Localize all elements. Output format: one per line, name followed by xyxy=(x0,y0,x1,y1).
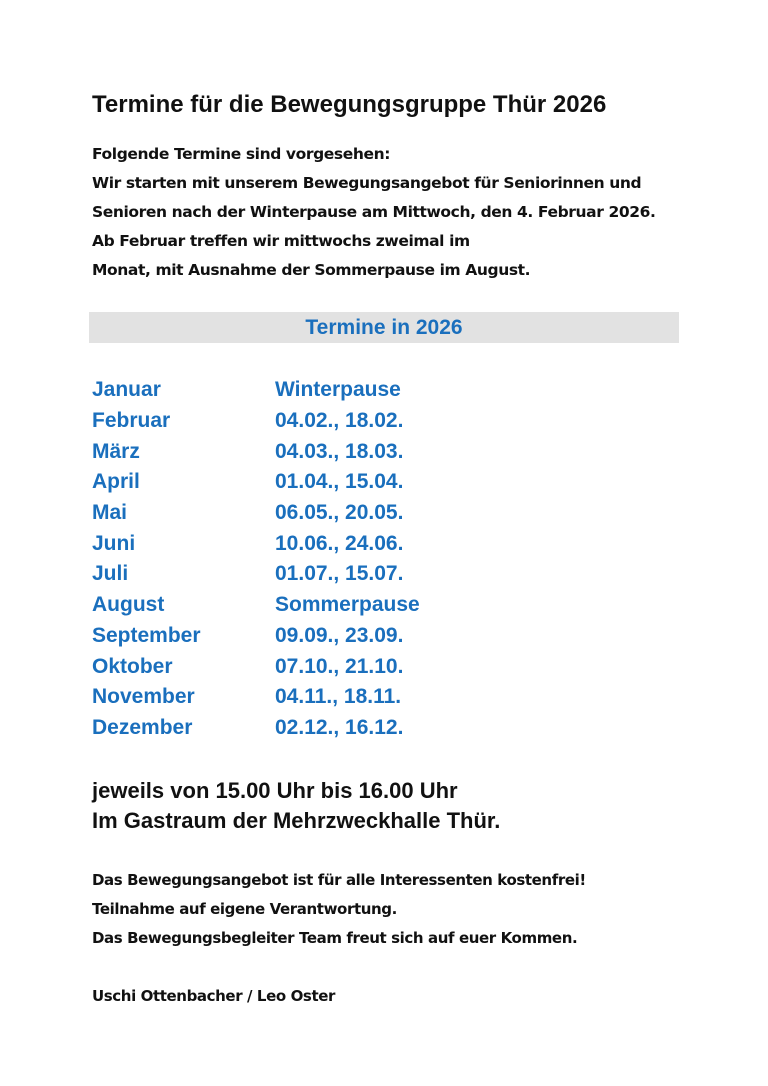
dates-value: 09.09., 23.09. xyxy=(275,623,404,647)
schedule-table xyxy=(92,375,420,743)
document-title: Termine für die Bewegungsgruppe Thür 2026 xyxy=(92,91,607,118)
schedule-row xyxy=(92,498,420,529)
location-line: Im Gastraum der Mehrzweckhalle Thür. xyxy=(92,808,501,833)
intro-line: Senioren nach der Winterpause am Mittwoch, den 4. Februar 2026. xyxy=(92,203,656,221)
schedule-row xyxy=(92,406,420,437)
schedule-row xyxy=(92,528,420,559)
note-line: Das Bewegungsangebot ist für alle Interessenten kostenfrei! xyxy=(92,871,586,889)
month-label: April xyxy=(92,470,140,494)
note-line: Das Bewegungsbegleiter Team freut sich auf euer Kommen. xyxy=(92,929,578,947)
dates-value: 07.10., 21.10. xyxy=(275,654,404,678)
schedule-row xyxy=(92,651,420,682)
time-and-location xyxy=(92,776,500,836)
intro-line: Ab Februar treffen wir mittwochs zweimal im xyxy=(92,232,470,250)
dates-value: 01.07., 15.07. xyxy=(275,562,404,586)
notes-paragraph xyxy=(92,866,586,953)
dates-value: 06.05., 20.05. xyxy=(275,501,404,525)
schedule-heading-banner xyxy=(89,312,679,343)
schedule-row xyxy=(92,559,420,590)
month-label: September xyxy=(92,623,201,647)
intro-line: Wir starten mit unserem Bewegungsangebot für Seniorinnen und xyxy=(92,174,642,192)
month-label: Juni xyxy=(92,531,136,555)
dates-value: Winterpause xyxy=(275,378,401,402)
month-label: März xyxy=(92,439,140,463)
month-label: Juli xyxy=(92,562,129,586)
month-label: Januar xyxy=(92,378,161,402)
note-line: Teilnahme auf eigene Verantwortung. xyxy=(92,900,397,918)
month-label: Mai xyxy=(92,501,128,525)
month-label: Dezember xyxy=(92,715,193,739)
month-label: Oktober xyxy=(92,654,173,678)
schedule-row xyxy=(92,682,420,713)
intro-line: Folgende Termine sind vorgesehen: xyxy=(92,145,391,163)
dates-value: Sommerpause xyxy=(275,593,420,617)
dates-value: 10.06., 24.06. xyxy=(275,531,404,555)
schedule-heading: Termine in 2026 xyxy=(305,315,463,339)
signature: Uschi Ottenbacher / Leo Oster xyxy=(92,987,335,1005)
schedule-row xyxy=(92,621,420,652)
time-line: jeweils von 15.00 Uhr bis 16.00 Uhr xyxy=(92,778,458,803)
month-label: August xyxy=(92,593,165,617)
dates-value: 04.11., 18.11. xyxy=(275,685,402,709)
dates-value: 01.04., 15.04. xyxy=(275,470,404,494)
month-label: Februar xyxy=(92,409,171,433)
schedule-row xyxy=(92,713,420,744)
intro-line: Monat, mit Ausnahme der Sommerpause im August. xyxy=(92,261,531,279)
schedule-row xyxy=(92,467,420,498)
month-label: November xyxy=(92,685,195,709)
intro-paragraph xyxy=(92,140,655,285)
dates-value: 04.03., 18.03. xyxy=(275,439,404,463)
dates-value: 02.12., 16.12. xyxy=(275,715,404,739)
schedule-row xyxy=(92,590,420,621)
schedule-row xyxy=(92,436,420,467)
dates-value: 04.02., 18.02. xyxy=(275,409,404,433)
schedule-row xyxy=(92,375,420,406)
